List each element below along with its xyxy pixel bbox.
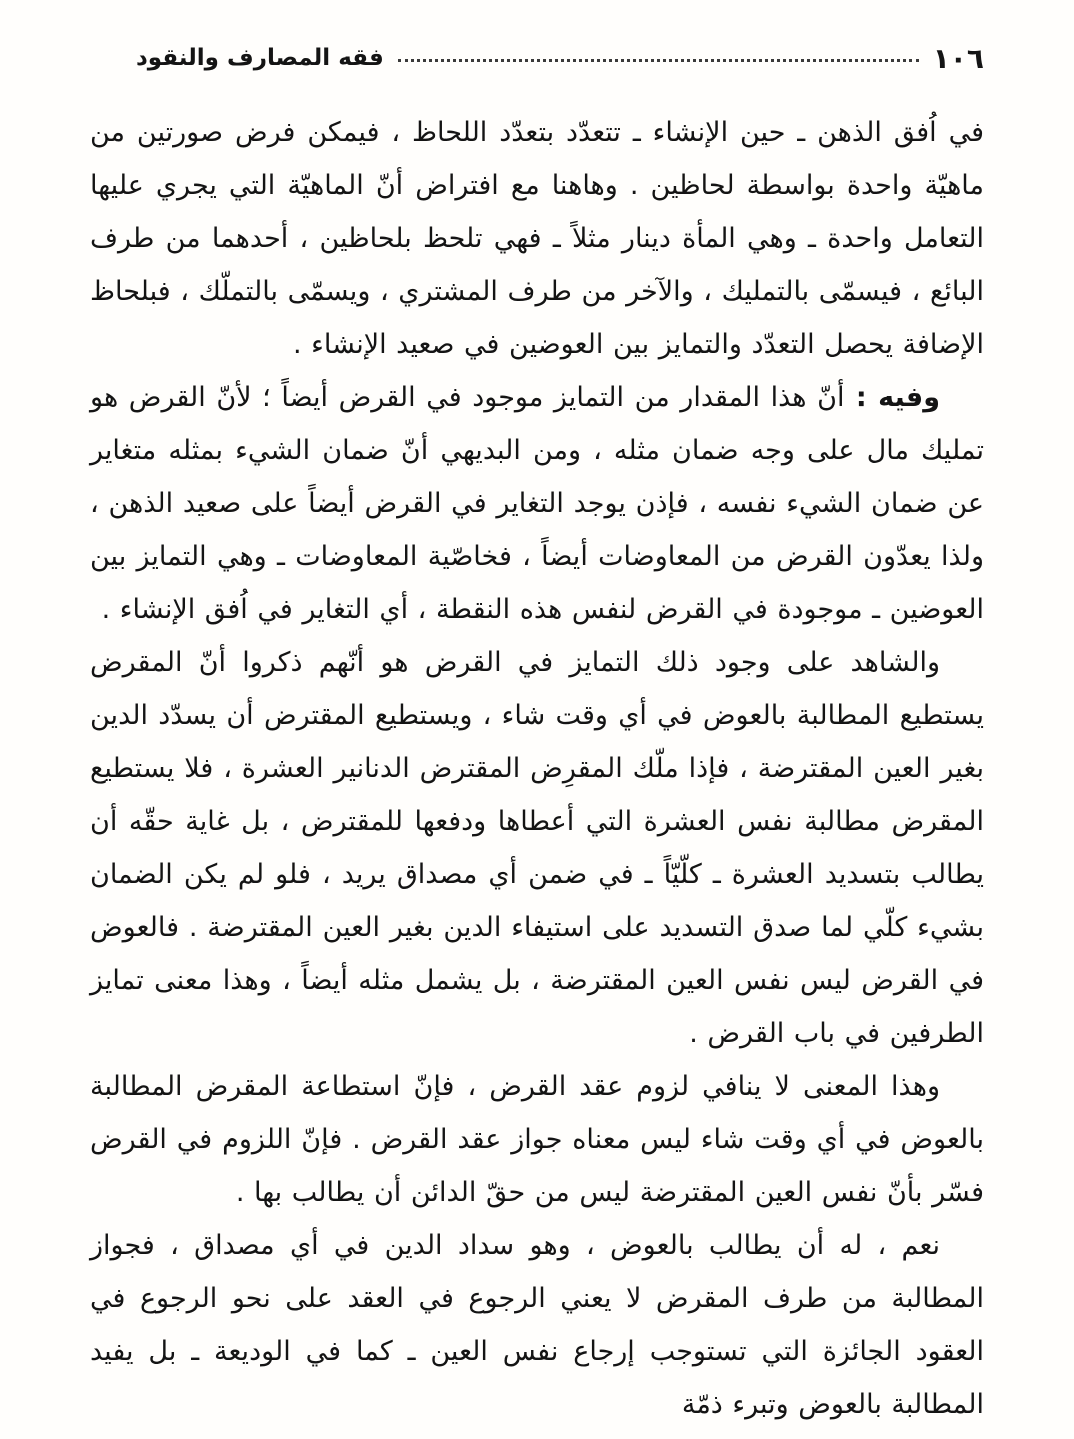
paragraph-5 xyxy=(90,1219,984,1431)
paragraph-2-text: أنّ هذا المقدار من التمايز موجود في القرض أيضاً ؛ لأنّ القرض هو تمليك مال على وجه ضمان مثله ، ومن البديهي أنّ ضمان الشيء بمثله متغاير عن ضمان الشيء نفسه ، فإذن يوجد التغاير في القرض أيضاً على صعيد الذهن ، ولذا يعدّون القرض من المعاوضات أيضاً ، فخاصّية المعاوضات ـ وهي التمايز بين العوضين ـ موجودة في القرض لنفس هذه النقطة ، أي التغاير في اُفق الإنشاء . xyxy=(90,382,984,625)
paragraph-5-text: نعم ، له أن يطالب بالعوض ، وهو سداد الدين في أي مصداق ، فجواز المطالبة من طرف المقرض لا يعني الرجوع في العقد على نحو الرجوع في العقود الجائزة التي تستوجب إرجاع نفس العين ـ كما في الوديعة ـ بل يفيد المطالبة بالعوض وتبرء ذمّة xyxy=(90,1230,984,1420)
paragraph-4 xyxy=(90,1060,984,1219)
paragraph-1-text: في اُفق الذهن ـ حين الإنشاء ـ تتعدّد بتعدّد اللحاظ ، فيمكن فرض صورتين من ماهيّة واحدة بواسطة لحاظين . وهاهنا مع افتراض أنّ الماهيّة التي يجري عليها التعامل واحدة ـ وهي المأة دينار مثلاً ـ فهي تلحظ بلحاظين ، أحدهما من طرف البائع ، فيسمّى بالتمليك ، والآخر من طرف المشتري ، ويسمّى بالتملّك ، فبلحاظ الإضافة يحصل التعدّد والتمايز بين العوضين في صعيد الإنشاء . xyxy=(90,117,984,360)
page-number: ١٠٦ xyxy=(932,41,984,75)
page-header xyxy=(90,36,984,80)
paragraph-1 xyxy=(90,106,984,371)
paragraph-4-text: وهذا المعنى لا ينافي لزوم عقد القرض ، فإنّ استطاعة المقرض المطالبة بالعوض في أي وقت شاء ليس معناه جواز عقد القرض . فإنّ اللزوم في القرض فسّر بأنّ نفس العين المقترضة ليس من حقّ الدائن أن يطالب بها . xyxy=(90,1071,984,1208)
page-body xyxy=(90,106,984,1431)
paragraph-3 xyxy=(90,636,984,1060)
book-title: فقه المصارف والنقود xyxy=(136,45,384,71)
dotted-leader xyxy=(398,59,919,62)
paragraph-3-text: والشاهد على وجود ذلك التمايز في القرض هو أنّهم ذكروا أنّ المقرض يستطيع المطالبة بالعوض في أي وقت شاء ، ويستطيع المقترض أن يسدّد الدين بغير العين المقترضة ، فإذا ملّك المقرِض المقترض الدنانير العشرة ، فلا يستطيع المقرض مطالبة نفس العشرة التي أعطاها ودفعها للمقترض ، بل غاية حقّه أن يطالب بتسديد العشرة ـ كلّيّاً ـ في ضمن أي مصداق يريد ، فلو لم يكن الضمان بشيء كلّي لما صدق التسديد على استيفاء الدين بغير العين المقترضة . فالعوض في القرض ليس نفس العين المقترضة ، بل يشمل مثله أيضاً ، وهذا معنى تمايز الطرفين في باب القرض . xyxy=(90,647,984,1049)
paragraph-2-lead: وفيه : xyxy=(844,382,940,413)
paragraph-2 xyxy=(90,371,984,636)
